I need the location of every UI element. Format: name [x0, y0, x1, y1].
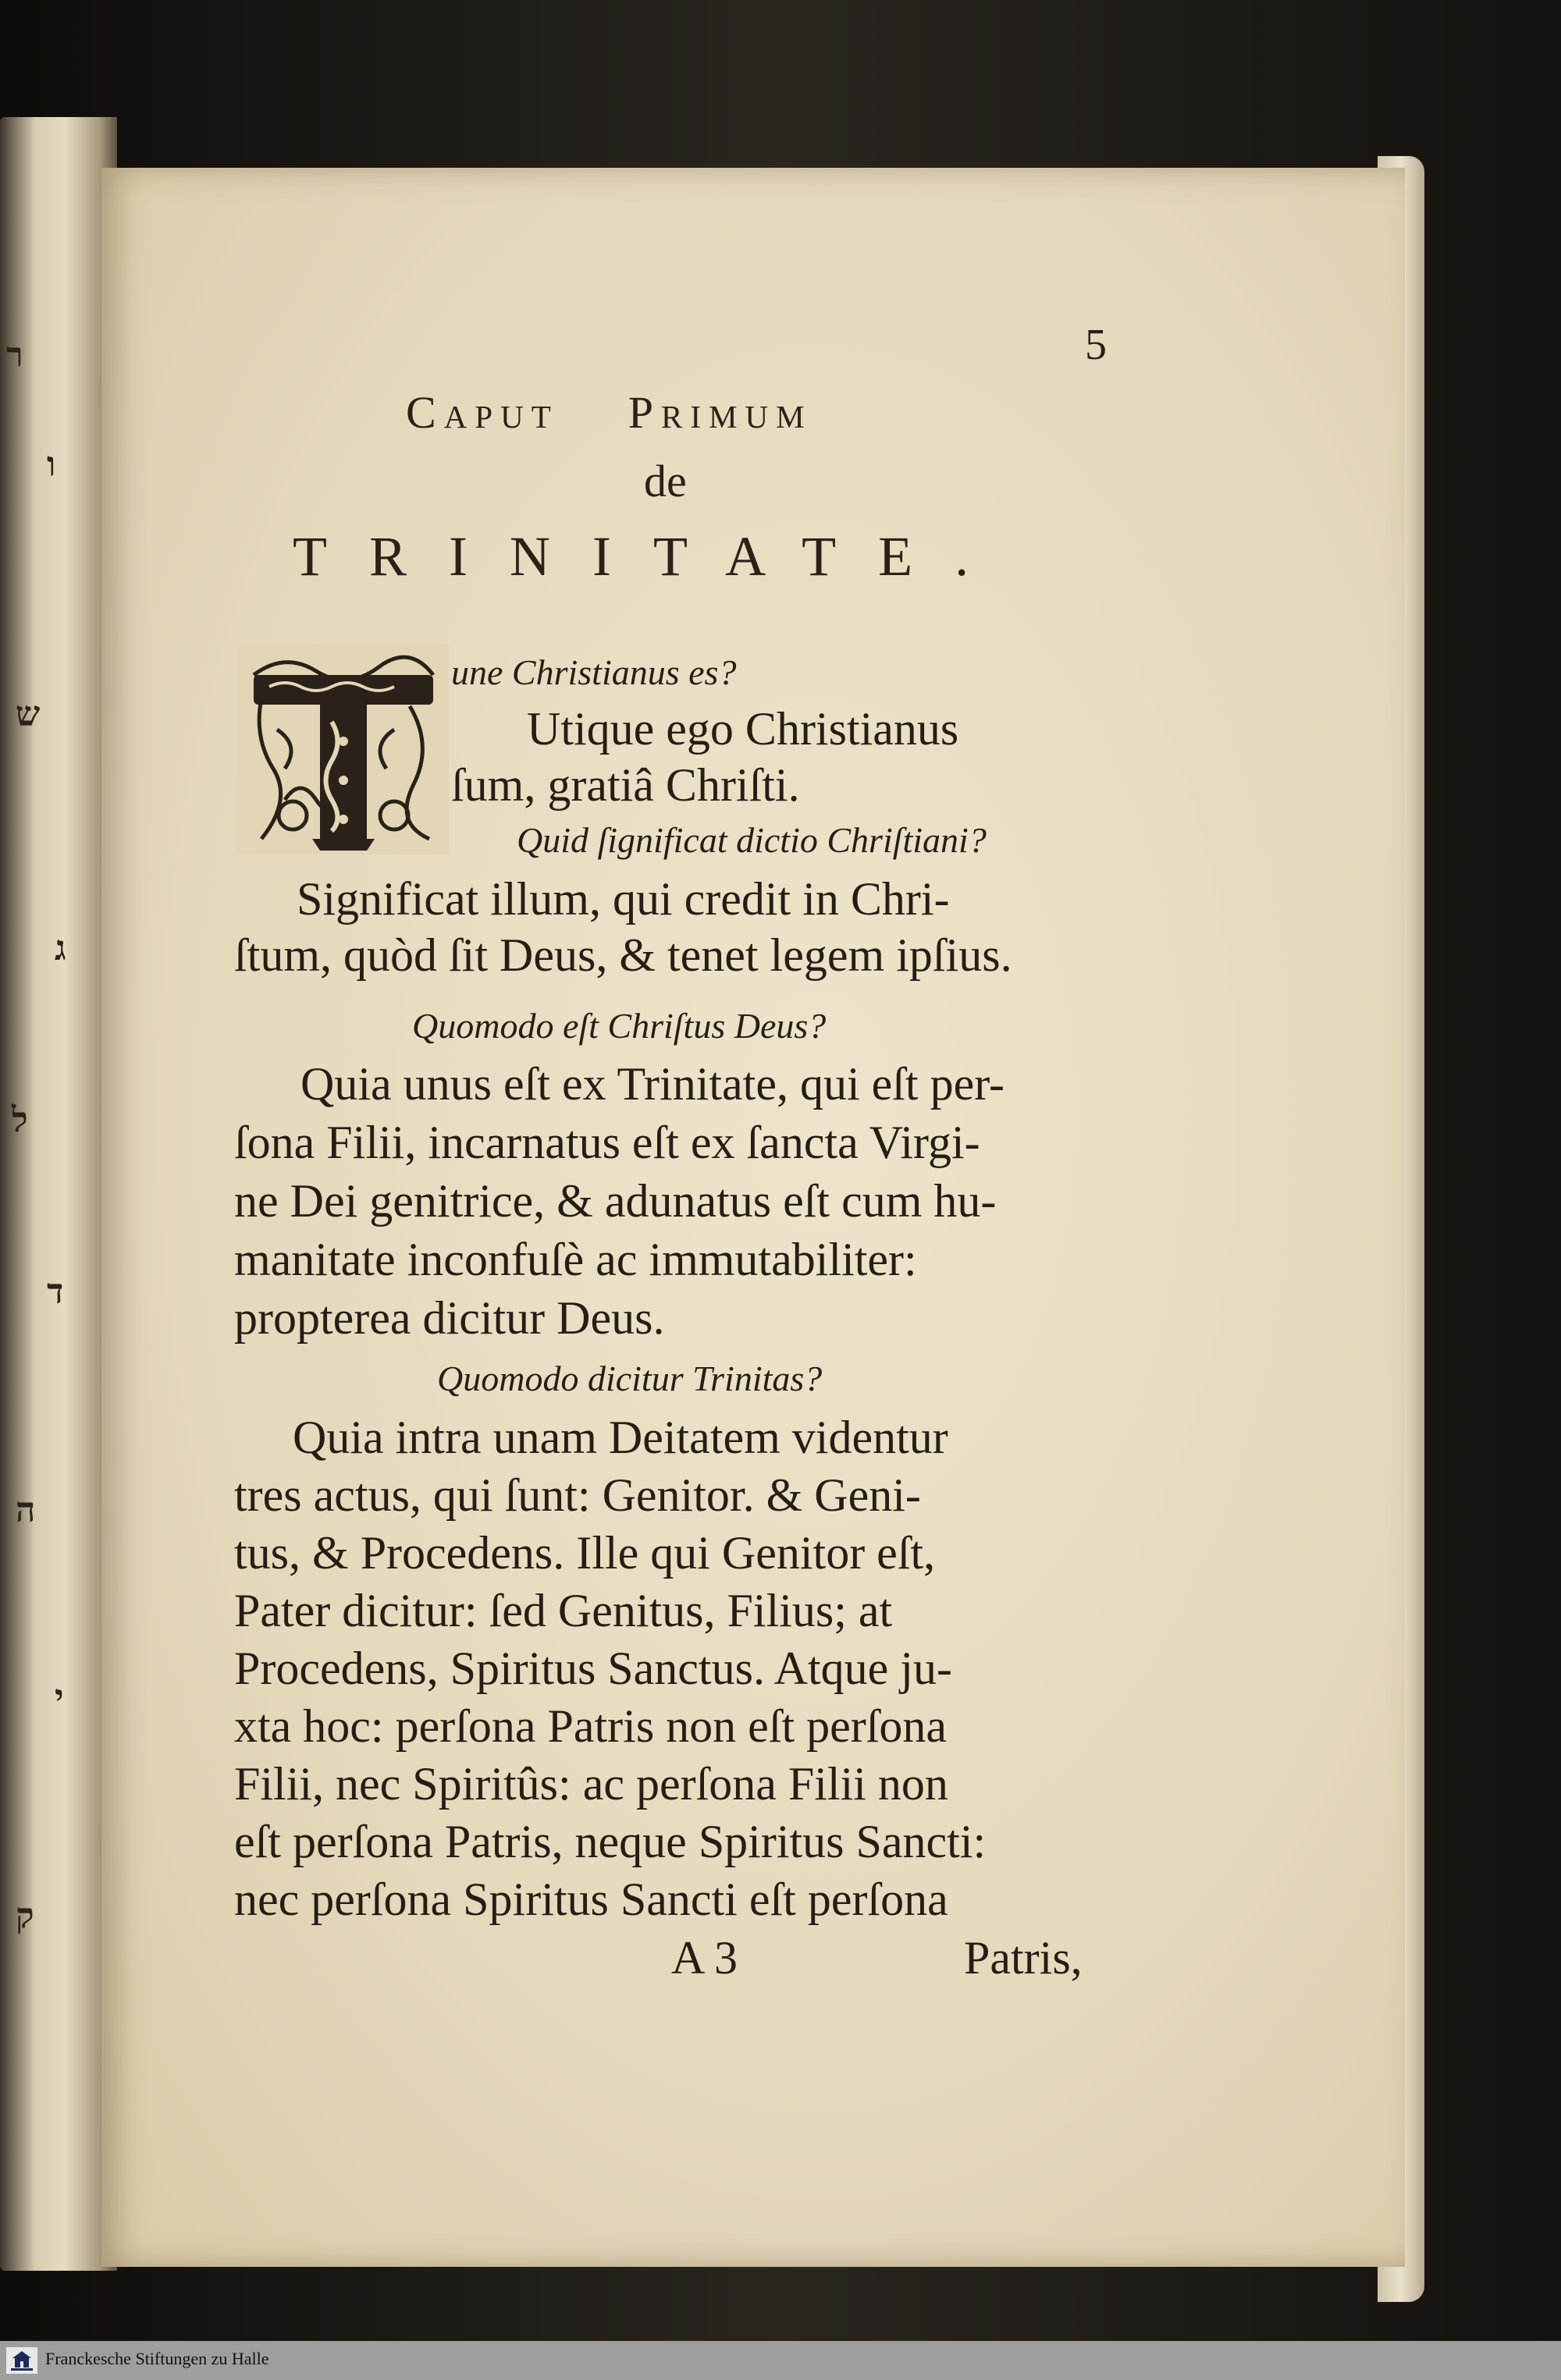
answer-4-line-6: xta hoc: perſona Patris non eſt perſona — [234, 1700, 948, 1752]
answer-2-line-1: Significat illum, qui credit in Chri- — [297, 873, 950, 925]
institution-logo-icon — [6, 2347, 37, 2374]
answer-4-line-3: tus, & Procedens. Ille qui Genitor eſt, — [234, 1527, 936, 1579]
answer-4-line-8: eſt perſona Patris, neque Spiritus Sancti: — [234, 1816, 987, 1867]
answer-4-line-9: nec perſona Spiritus Sancti eſt perſona — [234, 1874, 948, 1925]
answer-4-line-1: Quia intra unam Deitatem videntur — [293, 1412, 948, 1463]
question-4: Quomodo dicitur Trinitas? — [437, 1359, 823, 1398]
show-through-glyphs: ר ו ש ג ל ד ה י ק — [6, 336, 66, 1936]
answer-1-line-1: Utique ego Christianus — [527, 703, 959, 755]
answer-3-line-2: ſona Filii, incarnatus eſt ex ſancta Virgi- — [234, 1117, 980, 1168]
question-1: une Christianus es? — [451, 652, 737, 692]
answer-1-line-2: ſum, gratiâ Chriſti. — [451, 759, 800, 811]
footer-institution: Franckesche Stiftungen zu Halle — [45, 2349, 269, 2368]
answer-3-line-5: propterea dicitur Deus. — [234, 1292, 665, 1344]
answer-3-line-3: ne Dei genitrice, & adunatus eſt cum hu- — [234, 1175, 997, 1227]
page-number: 5 — [1085, 321, 1107, 369]
heading-caput: Caput — [406, 387, 559, 438]
answer-4-line-4: Pater dicitur: ſed Genitus, Filius; at — [234, 1585, 893, 1636]
heading-de: de — [644, 456, 687, 506]
answer-3-line-1: Quia unus eſt ex Trinitate, qui eſt per- — [300, 1058, 1005, 1110]
signature-mark: A 3 — [671, 1932, 738, 1984]
chapter-heading — [406, 386, 813, 439]
previous-page-edge — [0, 117, 117, 2271]
heading-trinitate: TRINITATE. — [293, 525, 1012, 588]
question-3: Quomodo eſt Chriſtus Deus? — [412, 1006, 827, 1046]
answer-2-line-2: ſtum, quòd ſit Deus, & tenet legem ipſius. — [234, 929, 1012, 981]
answer-4-line-7: Filii, nec Spiritûs: ac perſona Filii non — [234, 1758, 948, 1810]
answer-3-line-4: manitate inconfuſè ac immutabiliter: — [234, 1234, 917, 1285]
answer-4-line-5: Procedens, Spiritus Sanctus. Atque ju- — [234, 1643, 952, 1694]
heading-primum: Primum — [628, 387, 813, 438]
decorated-initial-t — [238, 644, 449, 854]
catchword: Patris, — [964, 1932, 1083, 1984]
question-2: Quid ſignificat dictio Chriſtiani? — [517, 820, 987, 860]
answer-4-line-2: tres actus, qui ſunt: Genitor. & Geni- — [234, 1469, 921, 1521]
